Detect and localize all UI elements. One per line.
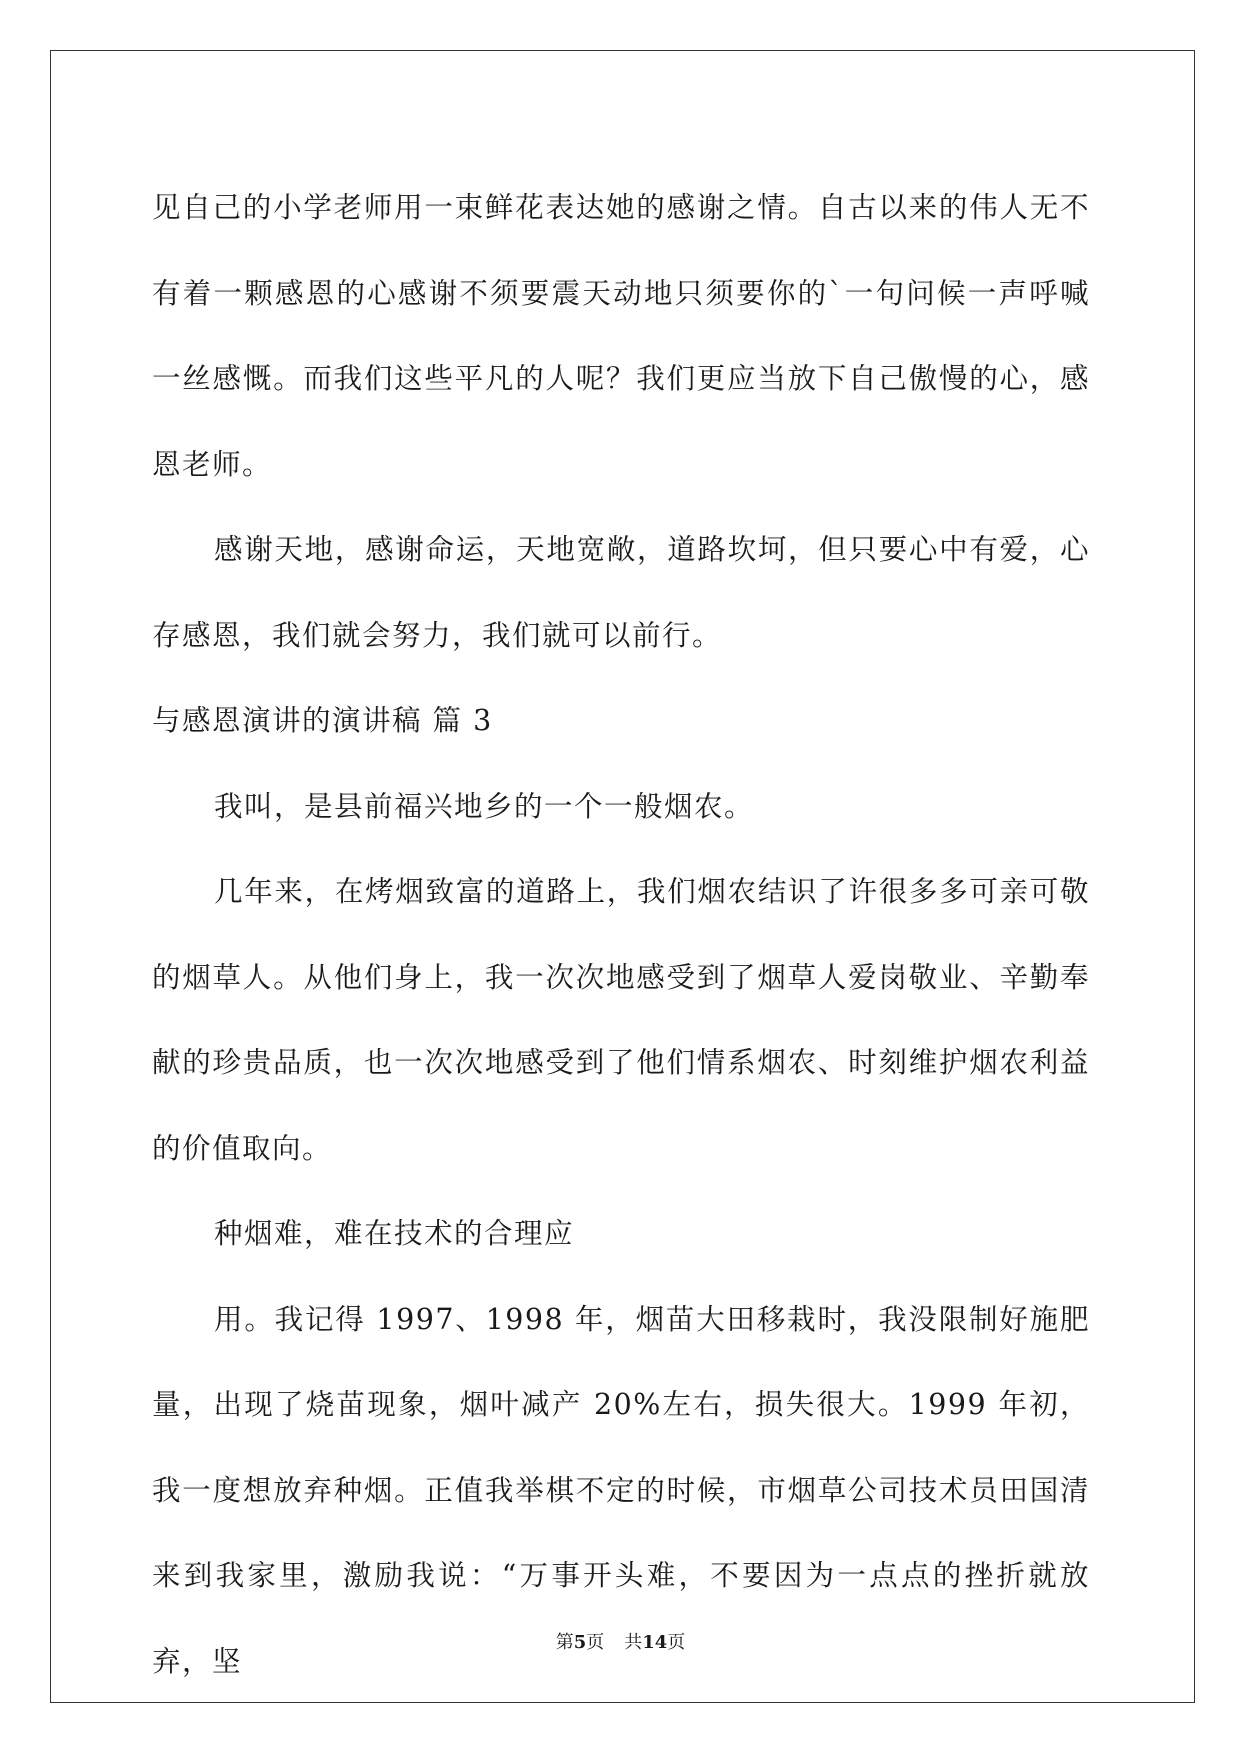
section-heading: 与感恩演讲的演讲稿 篇 3 <box>152 704 493 737</box>
footer-total-prefix: 共 <box>624 1632 643 1653</box>
footer-prefix: 第 <box>555 1632 574 1653</box>
paragraph-3: 我叫，是县前福兴地乡的一个一般烟农。 <box>214 789 755 823</box>
page-footer <box>0 1628 1241 1654</box>
paragraph-4: 几年来，在烤烟致富的道路上，我们烟农结识了许很多多可亲可敬的烟草人。从他们身上，我一次次地感受到了烟草人爱岗敬业、辛勤奉献的珍贵品质，也一次次地感受到了他们情系烟农、时刻维护烟农利益的价值取向。 <box>152 875 1090 1165</box>
paragraph-1: 见自己的小学老师用一束鲜花表达她的感谢之情。自古以来的伟人无不有着一颗感恩的心感谢不须要震天动地只须要你的`一句问候一声呼喊一丝感慨。而我们这些平凡的人呢？我们更应当放下自己傲慢的心，感恩老师。 <box>152 191 1090 481</box>
current-page-number: 5 <box>573 1632 587 1653</box>
paragraph-6: 用。我记得 1997、1998 年，烟苗大田移栽时，我没限制好施肥量，出现了烧苗现象，烟叶减产 20%左右，损失很大。1999 年初，我一度想放弃种烟。正值我举棋不定的时候，市烟草公司技术员田国清来到我家里，激励我说：“万事开头难，不要因为一点点的挫折就放弃，坚 <box>152 1302 1090 1678</box>
total-page-count: 14 <box>642 1632 668 1653</box>
paragraph-2: 感谢天地，感谢命运，天地宽敞，道路坎坷，但只要心中有爱，心存感恩，我们就会努力，我们就可以前行。 <box>152 533 1090 652</box>
paragraph-5: 种烟难，难在技术的合理应 <box>214 1217 575 1250</box>
footer-total-suffix: 页 <box>667 1632 686 1653</box>
document-body <box>152 165 1090 1704</box>
footer-page-suffix: 页 <box>586 1632 605 1653</box>
